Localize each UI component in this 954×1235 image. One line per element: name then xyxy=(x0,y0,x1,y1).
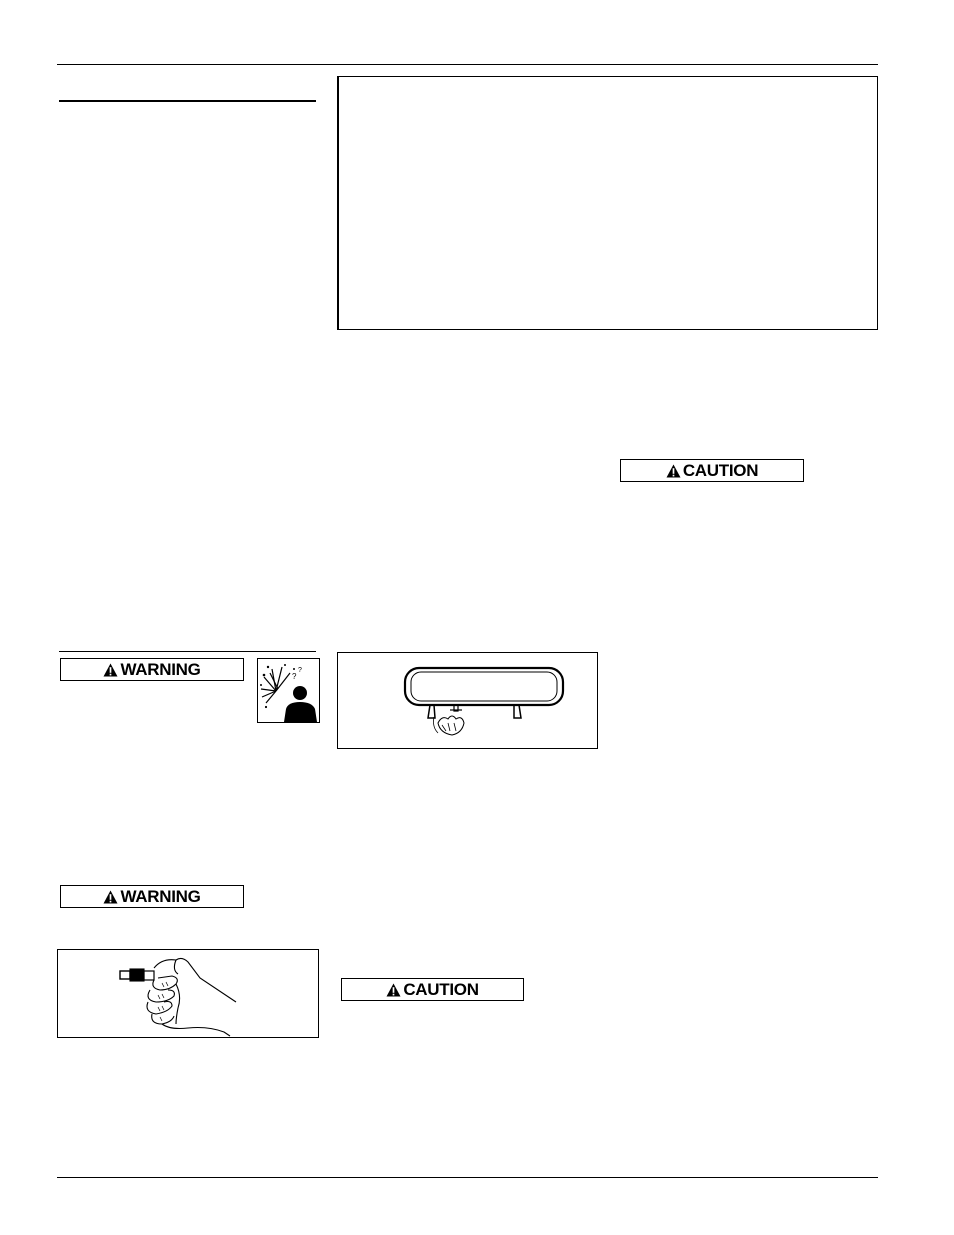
section-heading-rule xyxy=(59,100,316,102)
footer-rule xyxy=(57,1177,878,1178)
section-divider-rule xyxy=(59,651,316,652)
warning-label-1 xyxy=(60,658,244,681)
caution-label-1 xyxy=(620,459,804,482)
warning-label-text: WARNING xyxy=(120,660,201,679)
warning-label-2 xyxy=(60,885,244,908)
svg-text:?: ? xyxy=(298,667,302,674)
header-rule xyxy=(57,64,878,65)
explosion-hazard-icon xyxy=(257,658,320,723)
caution-label-text: CAUTION xyxy=(682,461,759,480)
notice-box xyxy=(337,76,878,330)
hand-coupler-illustration xyxy=(57,949,319,1038)
svg-text:?: ? xyxy=(292,672,297,681)
warning-triangle-icon xyxy=(103,663,118,677)
caution-label-text: CAUTION xyxy=(403,980,479,999)
caution-label-2 xyxy=(341,978,524,1001)
warning-triangle-icon xyxy=(386,983,401,997)
warning-triangle-icon xyxy=(103,890,118,904)
tank-drain-illustration xyxy=(337,652,598,749)
warning-triangle-icon xyxy=(666,464,681,478)
warning-label-text: WARNING xyxy=(120,887,201,906)
